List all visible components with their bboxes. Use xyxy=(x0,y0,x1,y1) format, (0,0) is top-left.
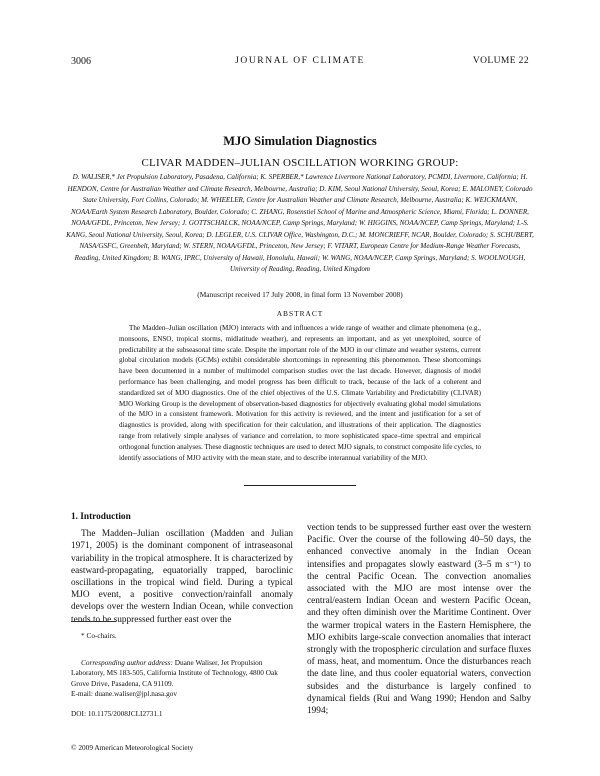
corresp-email: E-mail: duane.waliser@jpl.nasa.gov xyxy=(71,689,178,699)
running-header xyxy=(71,56,529,70)
corresp-address: Duane Waliser, Jet Propulsion Laboratory, MS 183-505, California Institute of Technology, 4800 Oak Grove Drive, Pasadena, CA 91109. xyxy=(71,658,278,688)
footnote-cochairs: * Co-chairs. xyxy=(81,631,117,640)
page-number: 3006 xyxy=(71,56,91,67)
volume-label: VOLUME 22 xyxy=(472,56,529,66)
author-list: D. WALISER,* Jet Propulsion Laboratory, Pasadena, California; K. SPERBER,* Lawrence Livermore National Laboratory, PCMDI, Livermore, California; H. HENDON, Centre for Australian Weather and Climate Research, Melbourne, Australia; D. KIM, Seoul National University, Seoul, Korea; E. MALONEY, Colorado State University, Fort Collins, Colorado; M. WHEELER, Centre for Australian Weather and Climate Research, Melbourne, Australia; K. WEICKMANN, NOAA/Earth System Research Laboratory, Boulder, Colorado; C. ZHANG, Rosenstiel School of Marine and Atmospheric Science, Miami, Florida; L. DONNER, NOAA/GFDL, Princeton, New Jersey; J. GOTTSCHALCK, NOAA/NCEP, Camp Springs, Maryland; W. HIGGINS, NOAA/NCEP, Camp Springs, Maryland; I.-S. KANG, Seoul National University, Seoul, Korea; D. LEGLER, U.S. CLIVAR Office, Washington, D.C.; M. MONCRIEFF, NCAR, Boulder, Colorado; S. SCHUBERT, NASA/GSFC, Greenbelt, Maryland; W. STERN, NOAA/GFDL, Princeton, New Jersey; F. VITART, European Centre for Medium-Range Weather Forecasts, Reading, United Kingdom; B. WANG, IPRC, University of Hawaii, Honolulu, Hawaii; W. WANG, NOAA/NCEP, Camp Springs, Maryland; S. WOOLNOUGH, University of Reading, Reading, United Kingdom xyxy=(66,173,534,273)
left-column xyxy=(71,511,293,626)
corresponding-author xyxy=(71,658,297,700)
right-column xyxy=(307,522,531,717)
abstract-heading: ABSTRACT xyxy=(276,309,324,318)
abstract-text: The Madden–Julian oscillation (MJO) interacts with and influences a wide range of weather and climate phenomena (e.g., monsoons, ENSO, tropical storms, midlatitude weather), and represents an important, and as yet unexploited, source of predictability at the subseasonal time scale. Despite the important role of the MJO in our climate and weather systems, current global circulation models (GCMs) exhibit considerable shortcomings in representing this phenomenon. These shortcomings have been documented in a number of multimodel comparison studies over the last decade. However, diagnosis of model performance has been challenging, and model progress has been difficult to track, because of the lack of a coherent and standardized set of MJO diagnostics. One of the chief objectives of the U.S. Climate Variability and Predictability (CLIVAR) MJO Working Group is the development of observation-based diagnostics for objectively evaluating global model simulations of the MJO in a consistent framework. Motivation for this activity is reviewed, and the intent and justification for a set of diagnostics is provided, along with specification for their calculation, and illustrations of their application. The diagnostics range from relatively simple analyses of variance and correlation, to more sophisticated space–time spectral and empirical orthogonal function analyses. These diagnostic techniques are used to detect MJO signals, to construct composite life cycles, to identify associations of MJO activity with the mean state, and to describe interannual variability of the MJO. xyxy=(119,324,481,462)
section-heading: 1. Introduction xyxy=(71,512,131,522)
journal-name: JOURNAL OF CLIMATE xyxy=(235,56,365,66)
footnote-rule xyxy=(71,621,116,622)
manuscript-dates: (Manuscript received 17 July 2008, in final form 13 November 2008) xyxy=(197,290,403,299)
copyright: © 2009 American Meteorological Society xyxy=(71,743,194,752)
intro-paragraph-right: vection tends to be suppressed further east over the western Pacific. Over the course of the following 40–50 days, the enhanced convective anomaly in the Indian Ocean intensifies and propagates slowly eastward (3–5 m s⁻¹) to the central Pacific Ocean. The convection anomalies associated with the MJO are most intense over the central/eastern Indian Ocean and western Pacific Ocean, and they often diminish over the Maritime Continent. Over the warmer tropical waters in the Eastern Hemisphere, the MJO exhibits large-scale convection anomalies that interact strongly with the tropospheric circulation and surface fluxes of mass, heat, and momentum. Once the disturbances reach the date line, and thus cooler equatorial waters, convection subsides and the disturbance is largely confined to dynamical fields (Rui and Wang 1990; Hendon and Salby 1994; xyxy=(307,523,531,717)
corresp-label: Corresponding author address: xyxy=(81,658,173,667)
intro-paragraph-left: The Madden–Julian oscillation (Madden and Julian 1971, 2005) is the dominant component of intraseasonal variability in the tropical atmosphere. It is characterized by eastward-propagating, equatorially trapped, baroclinic oscillations in the tropical wind field. During a typical MJO event, a positive convection/rainfall anomaly develops over the western Indian Ocean, while convection tends to be suppressed further east over the xyxy=(71,529,293,625)
doi: DOI: 10.1175/2008JCLI2731.1 xyxy=(71,709,163,718)
section-divider xyxy=(244,485,356,486)
working-group: CLIVAR MADDEN–JULIAN OSCILLATION WORKING GROUP: xyxy=(141,157,459,169)
paper-title: MJO Simulation Diagnostics xyxy=(223,134,377,148)
